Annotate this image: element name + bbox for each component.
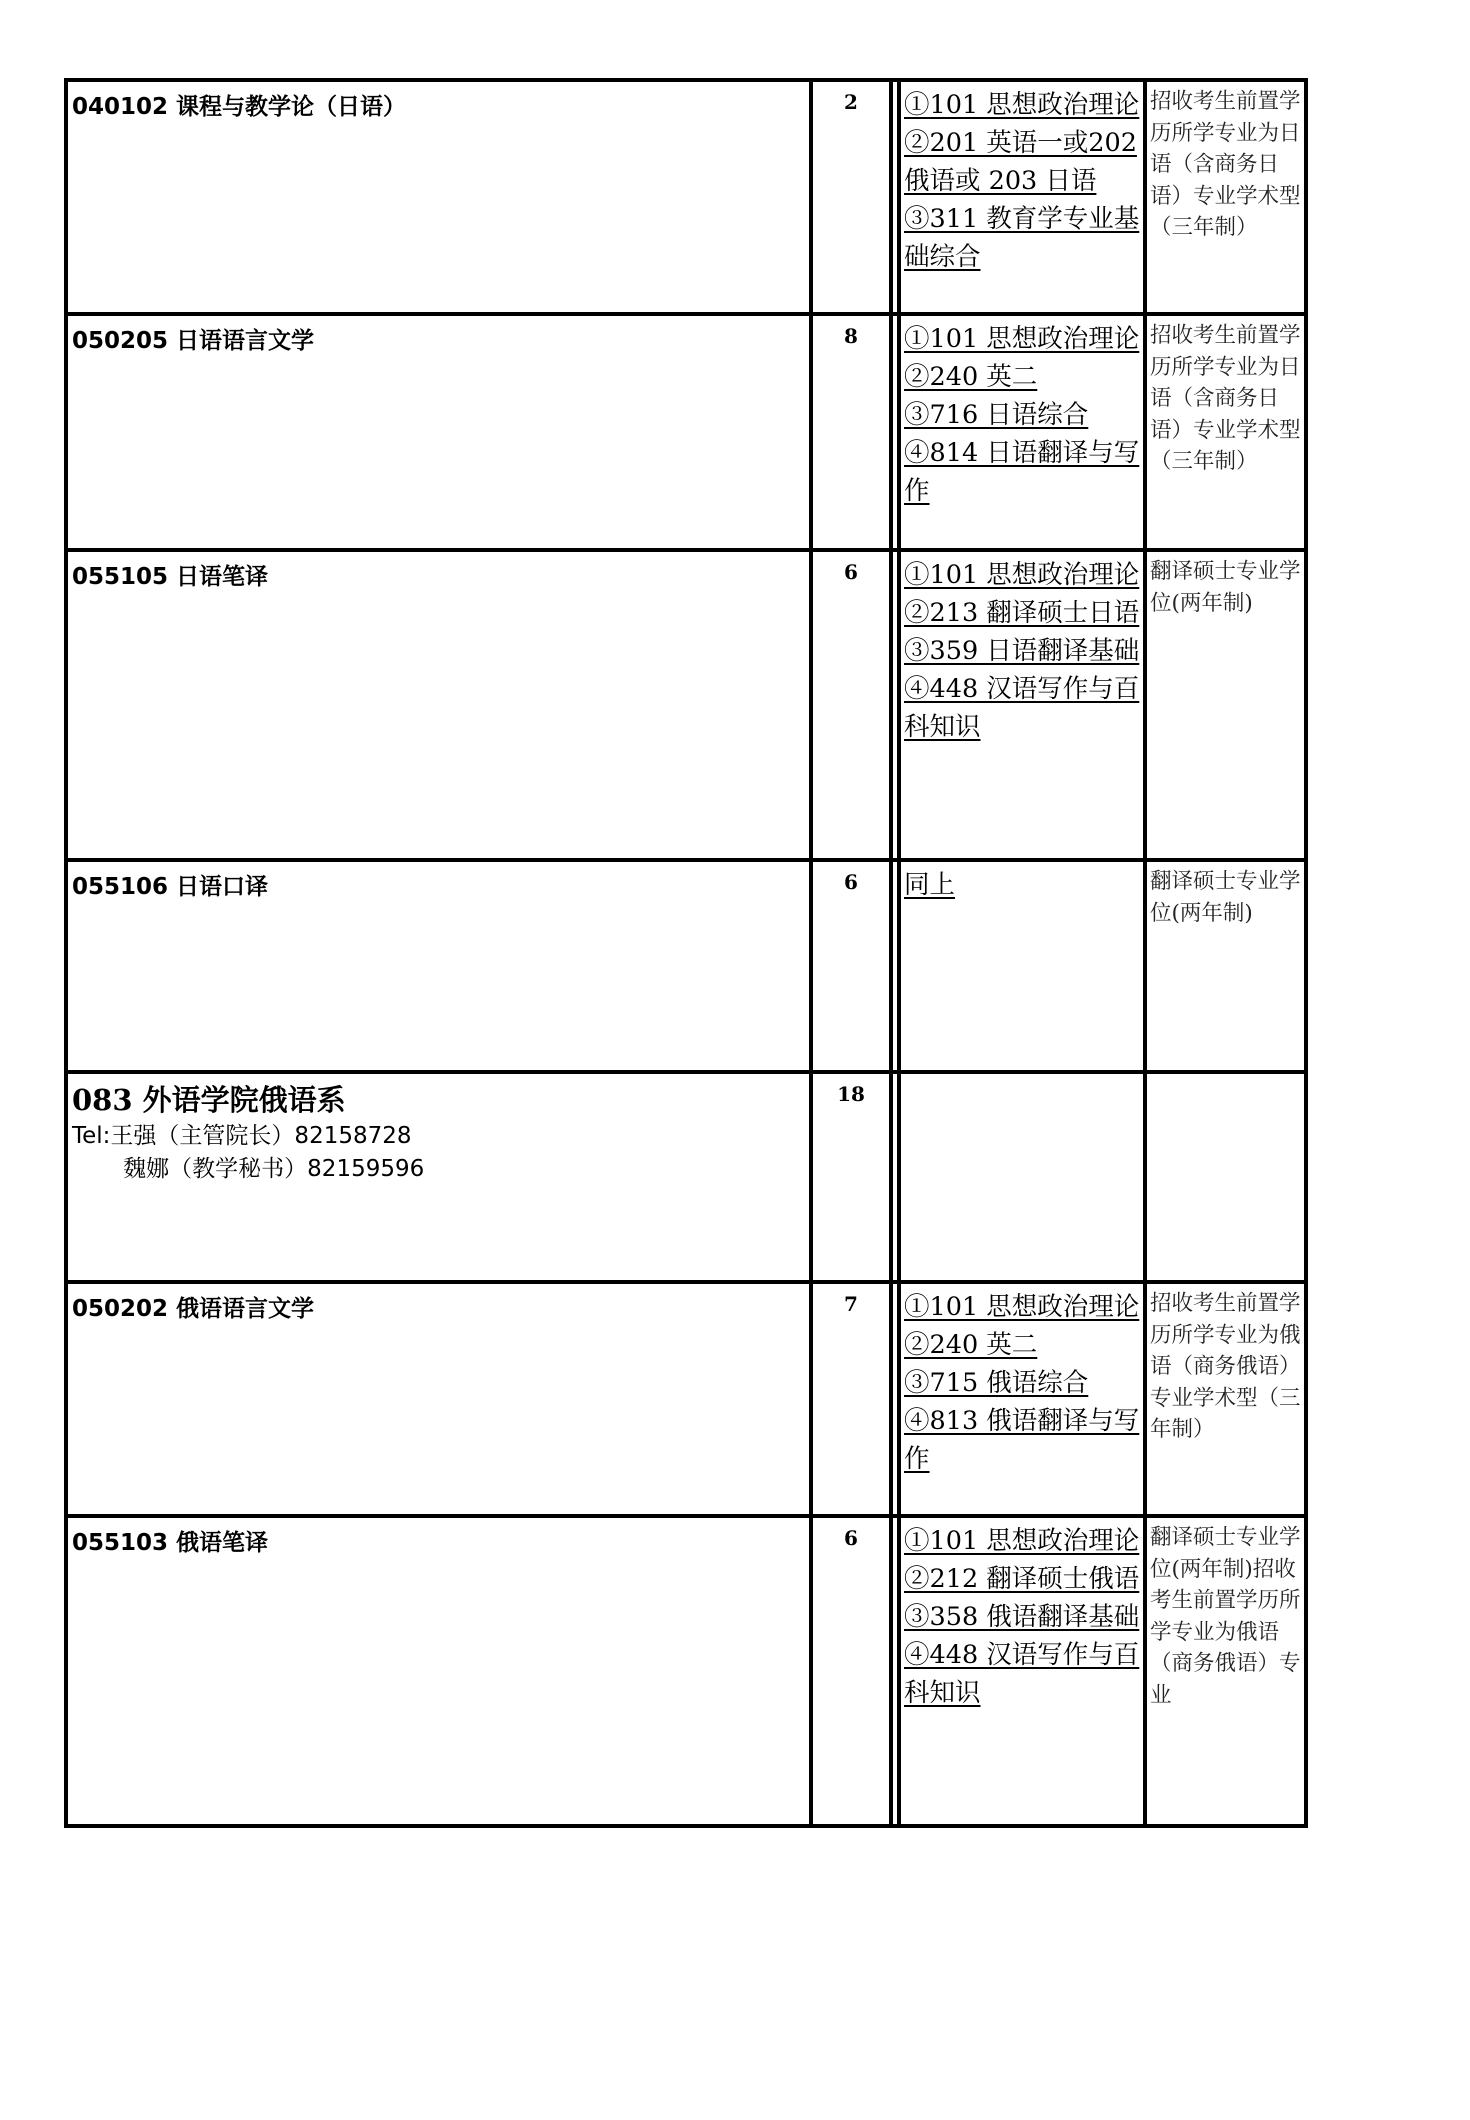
exam-subject: ③358 俄语翻译基础 xyxy=(904,1602,1140,1632)
exam-subject: ②201 英语一或202 俄语或 203 日语 xyxy=(904,128,1137,196)
exam-subjects-cell xyxy=(901,1518,1147,1824)
exam-subject: ①101 思想政治理论 xyxy=(904,90,1140,120)
enrollment-count: 7 xyxy=(813,1284,893,1514)
program-cell xyxy=(68,862,813,1070)
exam-subject: ②240 英二 xyxy=(904,1330,1038,1360)
program-cell xyxy=(68,1284,813,1514)
program-code-name: 055106 日语口译 xyxy=(72,874,269,900)
remarks-cell xyxy=(1147,1074,1304,1280)
program-cell xyxy=(68,82,813,312)
spacer-cell xyxy=(893,1518,901,1824)
exam-subject: 同上 xyxy=(904,870,956,900)
enrollment-count: 6 xyxy=(813,862,893,1070)
admissions-table xyxy=(64,78,1308,1828)
remarks-cell xyxy=(1147,1284,1304,1514)
remarks-text: 招收考生前置学历所学专业为俄语（商务俄语）专业学术型（三年制） xyxy=(1150,1291,1301,1442)
enrollment-count: 2 xyxy=(813,82,893,312)
exam-subjects-cell xyxy=(901,1074,1147,1280)
exam-subjects-cell xyxy=(901,552,1147,858)
remarks-text: 招收考生前置学历所学专业为日语（含商务日语）专业学术型（三年制） xyxy=(1150,89,1301,240)
exam-subjects-cell xyxy=(901,1284,1147,1514)
program-cell xyxy=(68,552,813,858)
exam-subject: ④814 日语翻译与写作 xyxy=(904,438,1140,506)
enrollment-count: 6 xyxy=(813,1518,893,1824)
enrollment-count: 8 xyxy=(813,316,893,548)
spacer-cell xyxy=(893,316,901,548)
program-code-name: 040102 课程与教学论（日语） xyxy=(72,94,407,120)
exam-subjects-cell xyxy=(901,862,1147,1070)
program-code-name: 055103 俄语笔译 xyxy=(72,1530,269,1556)
remarks-text: 翻译硕士专业学位(两年制)招收考生前置学历所学专业为俄语（商务俄语）专业 xyxy=(1150,1525,1301,1708)
table-row xyxy=(68,548,1304,858)
exam-subject: ③715 俄语综合 xyxy=(904,1368,1089,1398)
department-row xyxy=(68,1070,1304,1280)
exam-subject: ④448 汉语写作与百科知识 xyxy=(904,674,1140,742)
table-row xyxy=(68,1514,1304,1824)
table-row xyxy=(68,312,1304,548)
program-code-name: 050205 日语语言文学 xyxy=(72,328,315,354)
spacer-cell xyxy=(893,1284,901,1514)
program-cell xyxy=(68,316,813,548)
exam-subject: ②240 英二 xyxy=(904,362,1038,392)
remarks-cell xyxy=(1147,316,1304,548)
table-row xyxy=(68,82,1304,312)
spacer-cell xyxy=(893,552,901,858)
exam-subject: ①101 思想政治理论 xyxy=(904,324,1140,354)
remarks-cell xyxy=(1147,1518,1304,1824)
exam-subjects-cell xyxy=(901,316,1147,548)
remarks-cell xyxy=(1147,862,1304,1070)
department-title: 083 外语学院俄语系 xyxy=(72,1083,346,1117)
program-code-name: 050202 俄语语言文学 xyxy=(72,1296,315,1322)
enrollment-count: 6 xyxy=(813,552,893,858)
exam-subject: ①101 思想政治理论 xyxy=(904,1526,1140,1556)
remarks-text: 翻译硕士专业学位(两年制) xyxy=(1150,559,1301,616)
exam-subject: ②212 翻译硕士俄语 xyxy=(904,1564,1140,1594)
department-contact: 魏娜（教学秘书）82159596 xyxy=(72,1156,425,1182)
remarks-text: 翻译硕士专业学位(两年制) xyxy=(1150,869,1301,926)
spacer-cell xyxy=(893,862,901,1070)
program-cell xyxy=(68,1518,813,1824)
remarks-cell xyxy=(1147,82,1304,312)
table-row xyxy=(68,858,1304,1070)
exam-subject: ④813 俄语翻译与写作 xyxy=(904,1406,1140,1474)
enrollment-count: 18 xyxy=(813,1074,893,1280)
department-cell xyxy=(68,1074,813,1280)
exam-subject: ①101 思想政治理论 xyxy=(904,1292,1140,1322)
exam-subject: ②213 翻译硕士日语 xyxy=(904,598,1140,628)
department-contact: Tel:王强（主管院长）82158728 xyxy=(72,1123,412,1149)
exam-subject: ①101 思想政治理论 xyxy=(904,560,1140,590)
exam-subject: ③359 日语翻译基础 xyxy=(904,636,1140,666)
exam-subject: ③311 教育学专业基础综合 xyxy=(904,204,1140,272)
exam-subjects-cell xyxy=(901,82,1147,312)
spacer-cell xyxy=(893,1074,901,1280)
remarks-text: 招收考生前置学历所学专业为日语（含商务日语）专业学术型（三年制） xyxy=(1150,323,1301,474)
remarks-cell xyxy=(1147,552,1304,858)
spacer-cell xyxy=(893,82,901,312)
table-row xyxy=(68,1280,1304,1514)
exam-subject: ③716 日语综合 xyxy=(904,400,1089,430)
program-code-name: 055105 日语笔译 xyxy=(72,564,269,590)
exam-subject: ④448 汉语写作与百科知识 xyxy=(904,1640,1140,1708)
